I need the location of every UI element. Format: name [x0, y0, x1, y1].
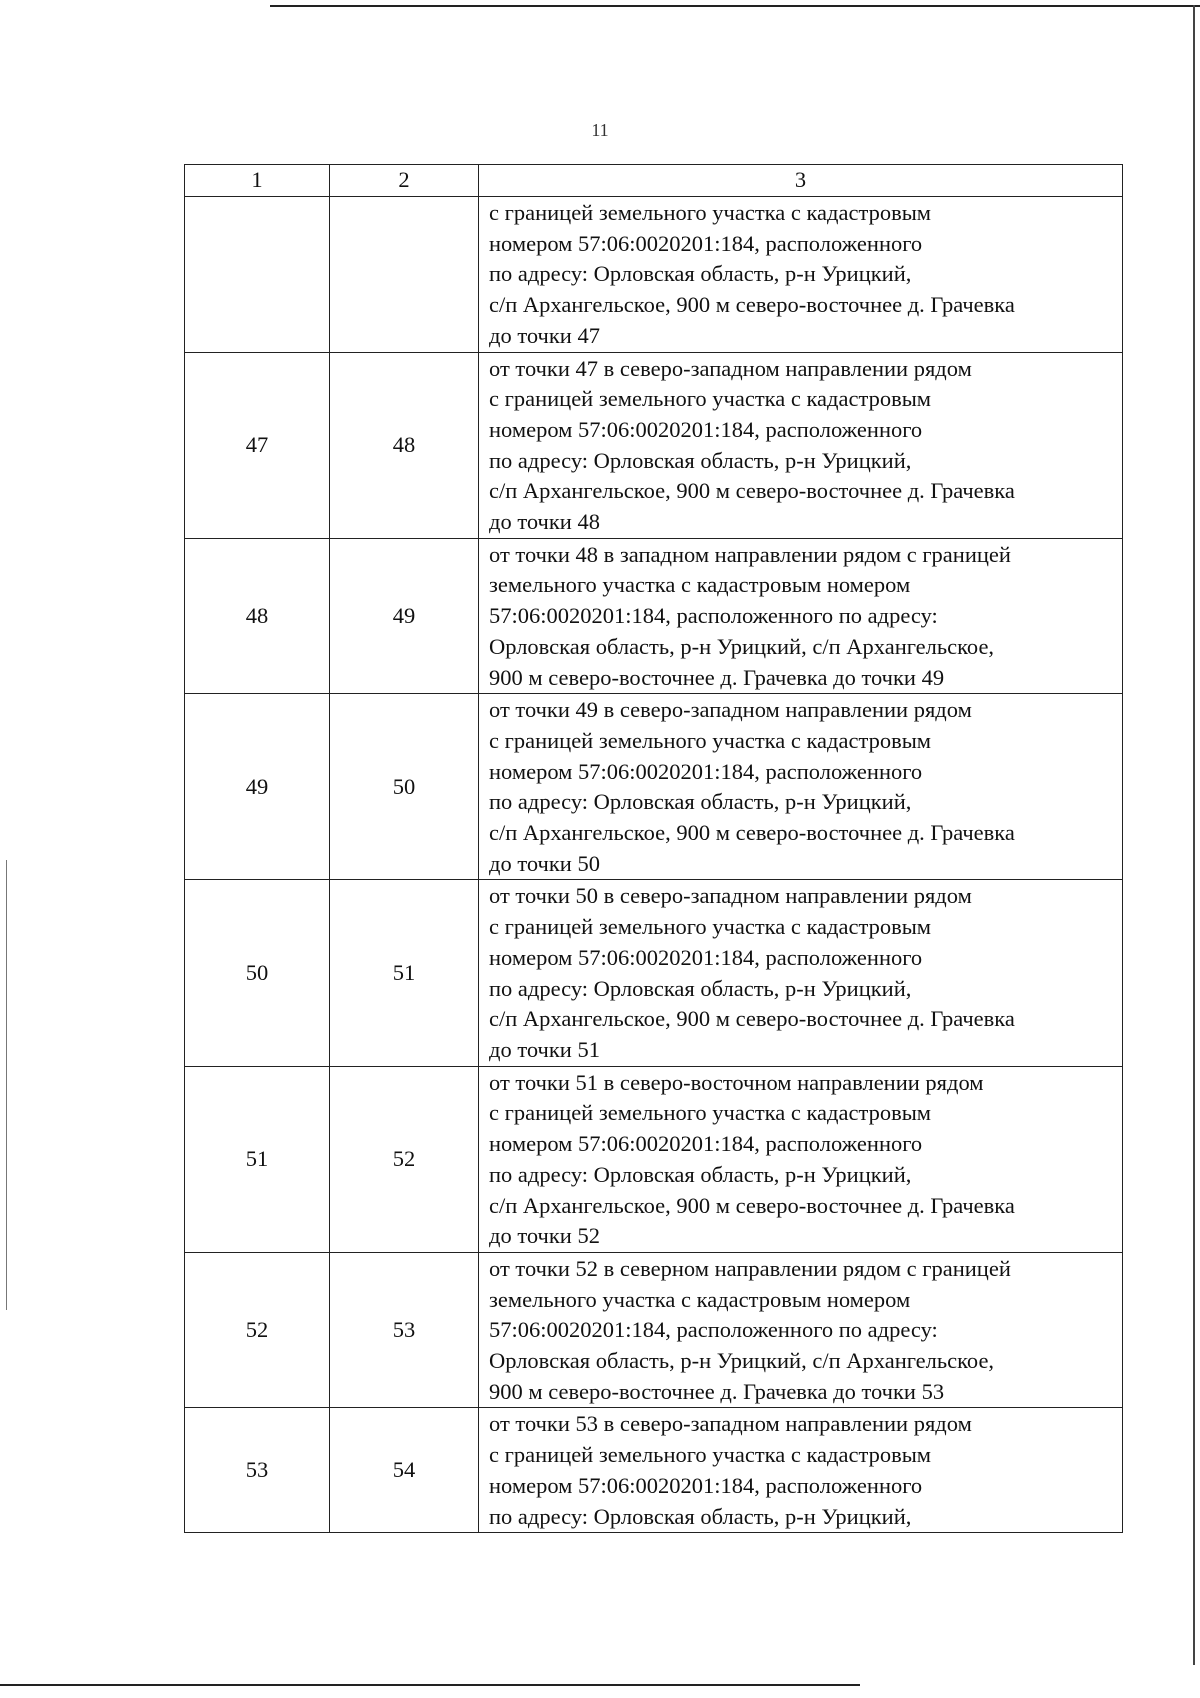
description-line: с/п Архангельское, 900 м северо-восточнее д. Грачевка: [489, 292, 1015, 318]
boundary-description-cell: [479, 538, 1123, 694]
header-cell-description: 3: [479, 165, 1123, 197]
boundary-table: [184, 164, 1123, 1533]
point-from-cell: 49: [185, 694, 330, 880]
description-line: номером 57:06:0020201:184, расположенного: [489, 1472, 923, 1498]
description-line: с/п Архангельское, 900 м северо-восточнее д. Грачевка: [489, 478, 1015, 504]
point-from-cell: 47: [185, 352, 330, 538]
point-to-cell: 52: [330, 1066, 479, 1252]
description-line: номером 57:06:0020201:184, расположенного: [489, 230, 923, 256]
point-to-cell: 49: [330, 538, 479, 694]
header-cell-from: 1: [185, 165, 330, 197]
table-row: [185, 1252, 1123, 1408]
point-from-cell: 50: [185, 880, 330, 1066]
point-from-cell: 52: [185, 1252, 330, 1408]
description-line: 900 м северо-восточнее д. Грачевка до точки 53: [489, 1378, 945, 1404]
description-line: по адресу: Орловская область, р-н Урицкий,: [489, 447, 912, 473]
description-line: 57:06:0020201:184, расположенного по адресу:: [489, 603, 938, 629]
description-line: от точки 48 в западном направлении рядом с границей: [489, 541, 1011, 567]
description-line: с/п Архангельское, 900 м северо-восточнее д. Грачевка: [489, 1192, 1015, 1218]
scan-edge-top: [270, 5, 1200, 7]
point-to-cell: 48: [330, 352, 479, 538]
description-line: по адресу: Орловская область, р-н Урицкий,: [489, 975, 912, 1001]
description-line: с границей земельного участка с кадастровым: [489, 386, 932, 412]
table-body: [185, 197, 1123, 1533]
point-from-cell: [185, 197, 330, 353]
boundary-description-cell: [479, 880, 1123, 1066]
description-line: по адресу: Орловская область, р-н Урицкий,: [489, 261, 912, 287]
description-line: номером 57:06:0020201:184, расположенного: [489, 416, 923, 442]
point-from-cell: 53: [185, 1408, 330, 1533]
description-line: с границей земельного участка с кадастровым: [489, 1100, 932, 1126]
description-line: по адресу: Орловская область, р-н Урицкий,: [489, 1161, 912, 1187]
header-cell-to: 2: [330, 165, 479, 197]
description-line: земельного участка с кадастровым номером: [489, 1286, 911, 1312]
boundary-description-cell: [479, 352, 1123, 538]
scan-edge-right: [1193, 5, 1195, 1665]
description-line: с границей земельного участка с кадастровым: [489, 914, 932, 940]
table-row: [185, 197, 1123, 353]
table-row: [185, 1066, 1123, 1252]
description-line: до точки 51: [489, 1036, 600, 1062]
description-line: до точки 47: [489, 322, 600, 348]
boundary-description-cell: [479, 1252, 1123, 1408]
description-line: номером 57:06:0020201:184, расположенного: [489, 1131, 923, 1157]
boundary-description-cell: [479, 1408, 1123, 1533]
description-line: номером 57:06:0020201:184, расположенного: [489, 758, 923, 784]
boundary-description-cell: [479, 197, 1123, 353]
description-line: с/п Архангельское, 900 м северо-восточнее д. Грачевка: [489, 820, 1015, 846]
table-row: [185, 538, 1123, 694]
description-line: до точки 50: [489, 850, 600, 876]
description-line: от точки 51 в северо-восточном направлении рядом: [489, 1069, 984, 1095]
description-line: с границей земельного участка с кадастровым: [489, 200, 932, 225]
description-line: с границей земельного участка с кадастровым: [489, 1442, 932, 1468]
description-line: от точки 47 в северо-западном направлении рядом: [489, 355, 972, 381]
description-line: от точки 52 в северном направлении рядом с границей: [489, 1255, 1011, 1281]
point-from-cell: 51: [185, 1066, 330, 1252]
description-line: Орловская область, р-н Урицкий, с/п Архангельское,: [489, 633, 995, 659]
point-to-cell: 51: [330, 880, 479, 1066]
description-line: от точки 50 в северо-западном направлении рядом: [489, 883, 972, 909]
point-to-cell: 53: [330, 1252, 479, 1408]
description-line: до точки 52: [489, 1223, 600, 1249]
point-to-cell: [330, 197, 479, 353]
boundary-description-cell: [479, 1066, 1123, 1252]
description-line: с границей земельного участка с кадастровым: [489, 727, 932, 753]
scan-edge-bottom: [0, 1684, 860, 1686]
description-line: по адресу: Орловская область, р-н Урицкий,: [489, 1503, 912, 1529]
description-line: от точки 53 в северо-западном направлении рядом: [489, 1411, 972, 1437]
description-line: номером 57:06:0020201:184, расположенного: [489, 944, 923, 970]
description-line: 900 м северо-восточнее д. Грачевка до точки 49: [489, 664, 945, 690]
description-line: до точки 48: [489, 509, 600, 535]
description-line: Орловская область, р-н Урицкий, с/п Архангельское,: [489, 1348, 995, 1374]
table-row: [185, 880, 1123, 1066]
description-line: от точки 49 в северо-западном направлении рядом: [489, 697, 972, 723]
header-row: [185, 165, 1123, 197]
table-row: [185, 694, 1123, 880]
page-number: 11: [591, 120, 609, 140]
description-line: земельного участка с кадастровым номером: [489, 572, 911, 598]
point-to-cell: 50: [330, 694, 479, 880]
boundary-description-cell: [479, 694, 1123, 880]
table-row: [185, 352, 1123, 538]
point-to-cell: 54: [330, 1408, 479, 1533]
point-from-cell: 48: [185, 538, 330, 694]
description-line: по адресу: Орловская область, р-н Урицкий,: [489, 789, 912, 815]
description-line: 57:06:0020201:184, расположенного по адресу:: [489, 1317, 938, 1343]
table-row: [185, 1408, 1123, 1533]
scan-edge-left: [6, 860, 7, 1310]
description-line: с/п Архангельское, 900 м северо-восточнее д. Грачевка: [489, 1006, 1015, 1032]
